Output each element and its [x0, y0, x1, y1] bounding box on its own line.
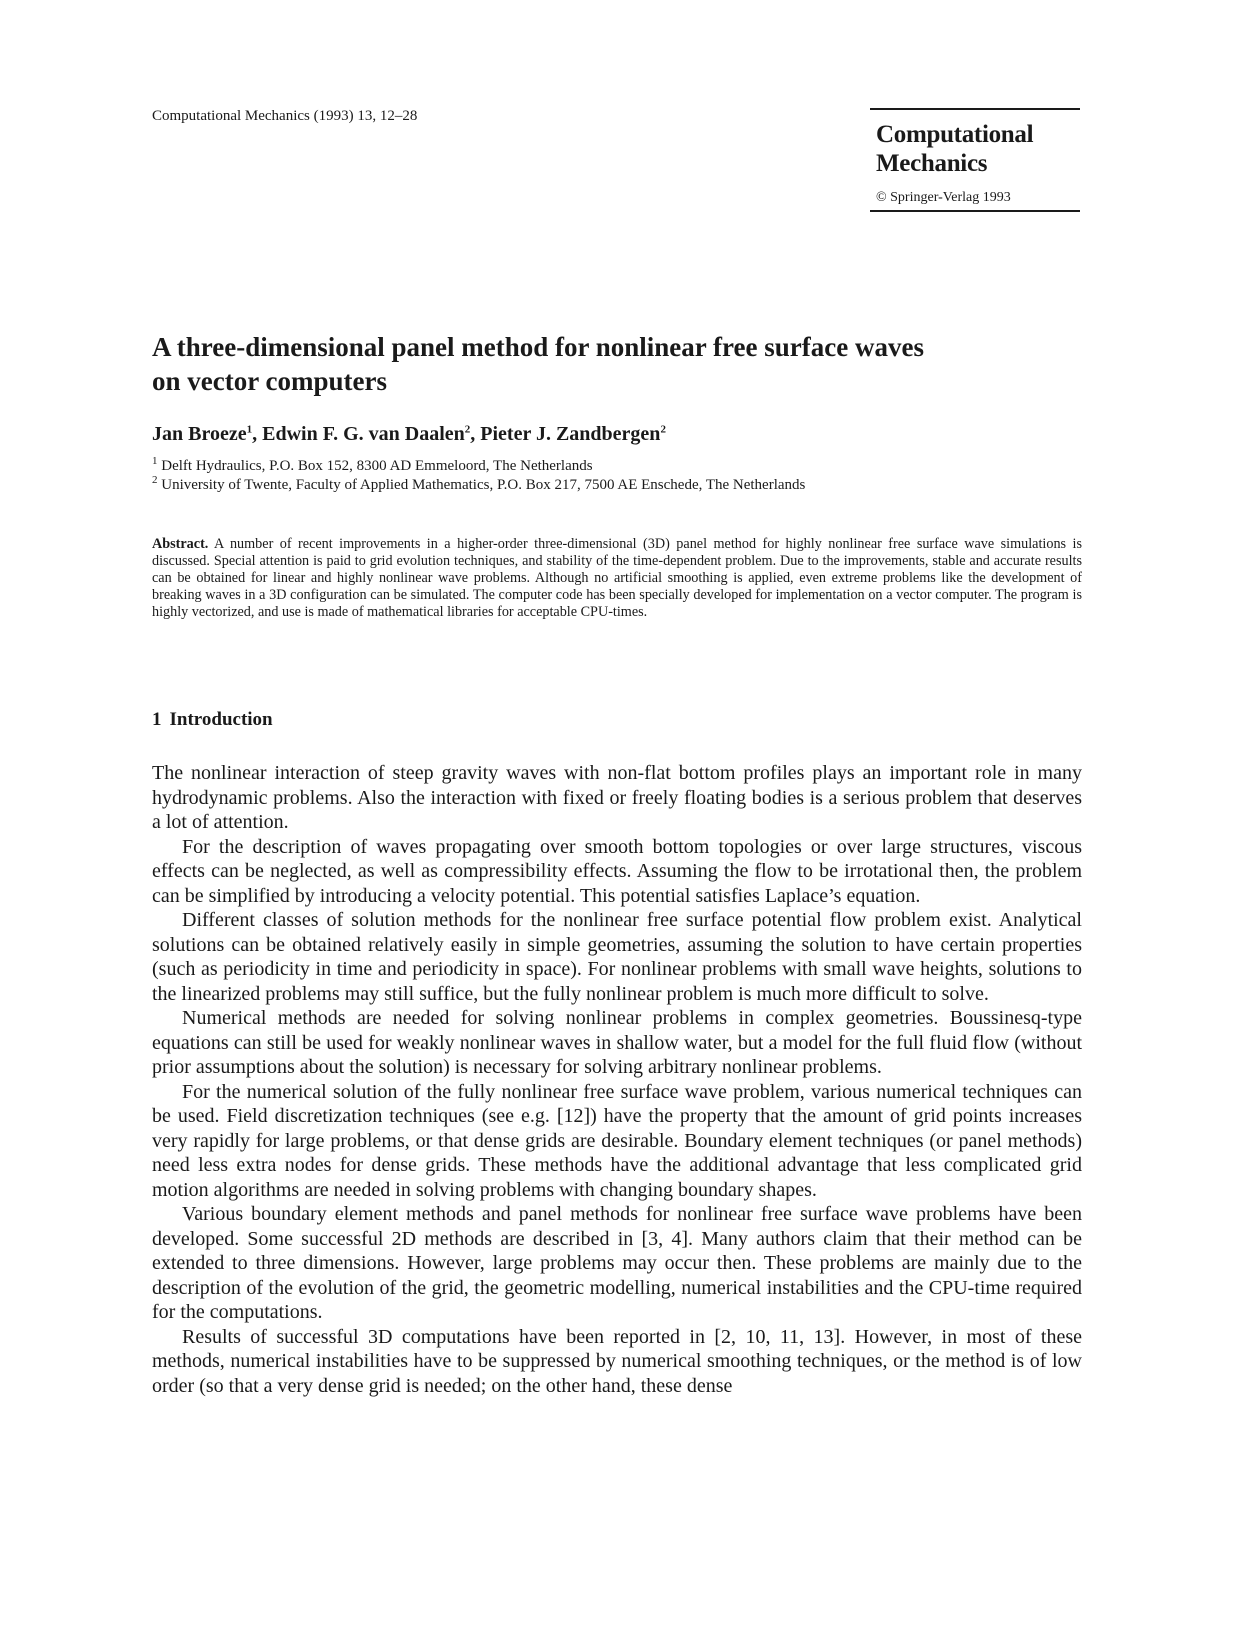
journal-name-line2: Mechanics: [876, 150, 988, 177]
body-paragraph: Different classes of solution methods for the nonlinear free surface potential flow problem exist. Analytical solutions can be obtained relatively easily in simple geometries, assuming the solution to have certain properties (such as periodicity in time and periodicity in space). For nonlinear problems with small wave heights, solutions to the linearized problems may still suffice, but the fully nonlinear problem is much more difficult to solve.: [152, 909, 1082, 1005]
author-list: [152, 423, 666, 446]
author-affiliation-mark: 2: [464, 423, 471, 436]
body-paragraph: The nonlinear interaction of steep gravity waves with non-flat bottom profiles plays an important role in many hydrodynamic problems. Also the interaction with fixed or freely floating bodies is a serious problem that deserves a lot of attention.: [152, 762, 1082, 833]
abstract: [152, 536, 1082, 621]
affiliation-text: University of Twente, Faculty of Applied Mathematics, P.O. Box 217, 7500 AE Enschede, The Netherlands: [161, 477, 806, 493]
author-name: Jan Broeze: [152, 423, 247, 445]
paper-title: A three-dimensional panel method for nonlinear free surface waves on vector computers: [152, 332, 924, 396]
body-paragraph: For the description of waves propagating over smooth bottom topologies or over large structures, viscous effects can be neglected, as well as compressibility effects. Assuming the flow to be irrotational then, the problem can be simplified by introducing a velocity potential. This potential satisfies Laplace’s equation.: [152, 835, 1082, 907]
journal-citation: Computational Mechanics (1993) 13, 12–28: [152, 108, 418, 124]
affiliation-text: Delft Hydraulics, P.O. Box 152, 8300 AD Emmeloord, The Netherlands: [161, 458, 593, 474]
body-paragraph: Various boundary element methods and panel methods for nonlinear free surface wave problems have been developed. Some successful 2D methods are described in [3, 4]. Many authors claim that their method can be extended to three dimensions. However, large problems may occur then. These problems are mainly due to the description of the evolution of the grid, the geometric modelling, numerical instabilities and the CPU-time required for the computations.: [152, 1203, 1082, 1323]
section-heading: [152, 709, 273, 731]
author-separator: ,: [252, 423, 263, 445]
author-name: Edwin F. G. van Daalen: [262, 423, 465, 445]
section-number: 1: [152, 709, 162, 730]
abstract-text: A number of recent improvements in a higher-order three-dimensional (3D) panel method for highly nonlinear free surface wave simulations is discussed. Special attention is paid to grid evolution techniques, and stability of the time-dependent problem. Due to the improvements, stable and accurate results can be obtained for linear and highly nonlinear wave problems. Although no artificial smoothing is applied, even extreme problems like the development of breaking waves in a 3D configuration can be simulated. The computer code has been specially developed for implementation on a vector computer. The program is highly vectorized, and use is made of mathematical libraries for acceptable CPU-times.: [152, 536, 1082, 620]
copyright-notice: © Springer-Verlag 1993: [876, 190, 1011, 205]
author-name: Pieter J. Zandbergen: [480, 423, 661, 445]
affiliation: [152, 474, 805, 494]
author-affiliation-mark: 1: [246, 423, 253, 436]
author-affiliation-mark: 2: [660, 423, 666, 436]
section-title: Introduction: [169, 709, 273, 730]
author-separator: ,: [470, 423, 481, 445]
body-paragraph: For the numerical solution of the fully nonlinear free surface wave problem, various numerical techniques can be used. Field discretization techniques (see e.g. [12]) have the property that the amount of grid points increases very rapidly for large problems, or that dense grids are desirable. Boundary element techniques (or panel methods) need less extra nodes for dense grids. These methods have the additional advantage that less complicated grid motion algorithms are needed in solving problems with changing boundary shapes.: [152, 1080, 1082, 1201]
body-paragraph: Numerical methods are needed for solving nonlinear problems in complex geometries. Boussinesq-type equations can still be used for weakly nonlinear waves in shallow water, but a model for the full fluid flow (without prior assumptions about the solution) is necessary for solving arbitrary nonlinear problems.: [152, 1007, 1082, 1078]
section-body: [152, 761, 1082, 1398]
abstract-label: Abstract.: [152, 536, 209, 552]
affiliation-mark: 2: [152, 474, 158, 486]
body-paragraph: Results of successful 3D computations have been reported in [2, 10, 11, 13]. However, in most of these methods, numerical instabilities have to be suppressed by numerical smoothing techniques, or the method is of low order (so that a very dense grid is needed; on the other hand, these dense: [152, 1325, 1082, 1397]
journal-name-line1: Computational: [876, 121, 1034, 148]
affiliation-mark: 1: [152, 455, 158, 467]
journal-logo-box: [870, 108, 1080, 212]
affiliation: [152, 455, 593, 475]
